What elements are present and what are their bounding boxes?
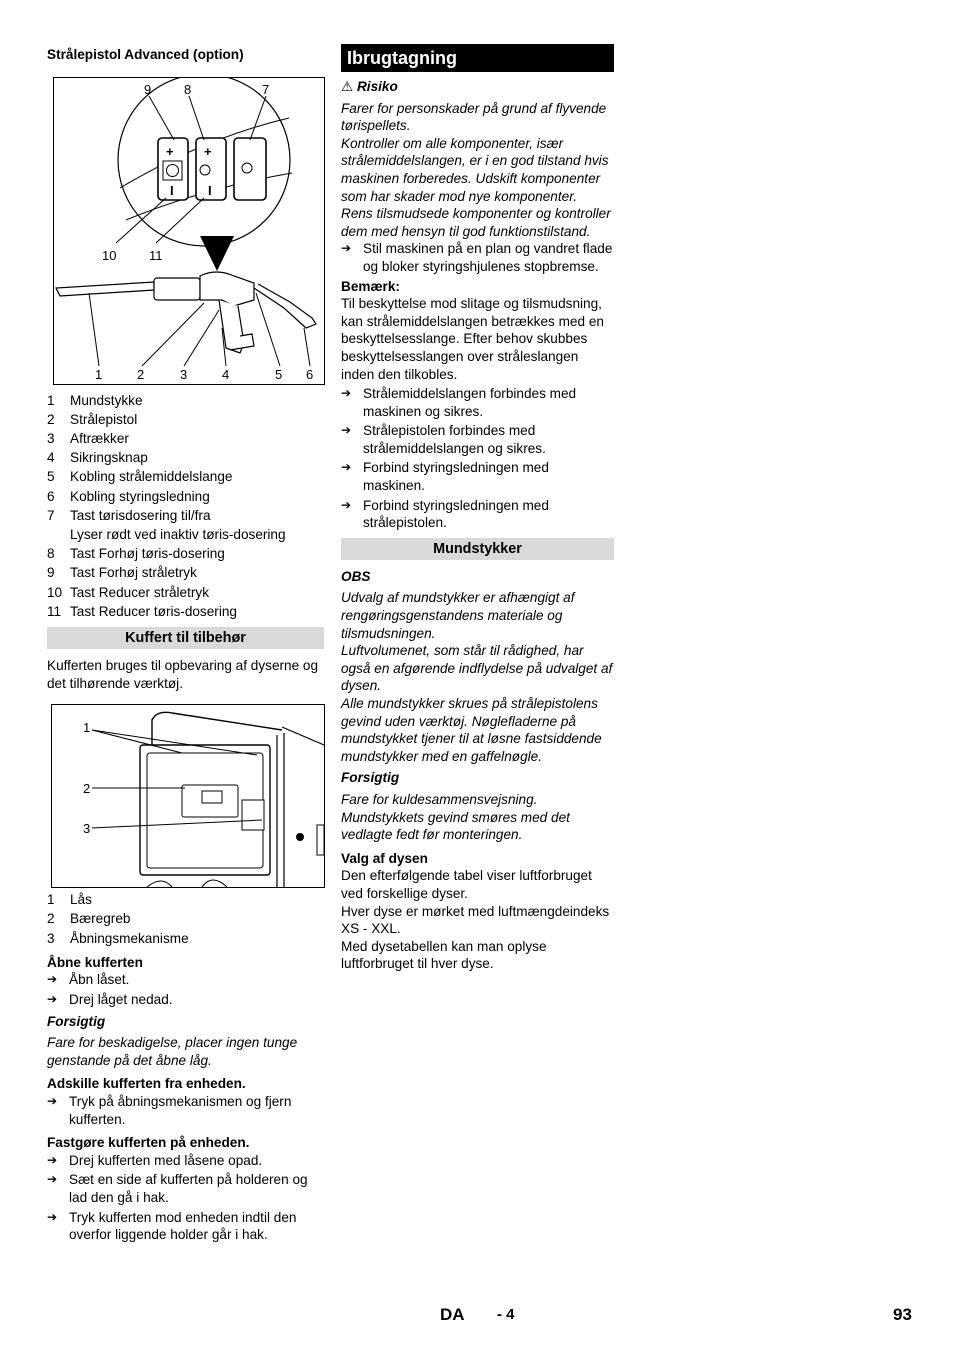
list-item: 2 Strålepistol <box>47 411 138 427</box>
case-label-1: 1 <box>83 720 91 736</box>
arrow-right-icon: ➔ <box>47 1209 58 1224</box>
page-number: 93 <box>893 1305 912 1324</box>
left-column <box>47 44 324 1246</box>
fig-label-1: 1 <box>95 366 103 382</box>
step-item: ➔ Åbn låset. <box>47 972 130 988</box>
open-steps <box>47 971 324 1008</box>
list-item: 7 Tast tørisdosering til/fra <box>47 507 211 523</box>
pistol-title: Strålepistol Advanced (option) <box>47 47 244 62</box>
detach-steps <box>47 1093 324 1128</box>
step-item: ➔ Drej låget nedad. <box>47 992 173 1008</box>
step-item: ➔ Forbind styringsledningen med maskinen. <box>341 460 549 494</box>
step-item: ➔ Sæt en side af kufferten på holderen og lad den gå i hak. <box>47 1172 308 1205</box>
arrow-right-icon: ➔ <box>341 386 352 401</box>
arrow-right-icon: ➔ <box>47 992 58 1007</box>
page-title: Ibrugtagning <box>341 44 614 72</box>
select-title: Valg af dysen <box>341 850 428 866</box>
case-intro: Kufferten bruges til opbevaring af dyserne og det tilhørende værktøj. <box>47 658 319 691</box>
list-item: 9 Tast Forhøj stråletryk <box>47 565 197 581</box>
pistol-legend <box>47 391 324 621</box>
fig-label-11: 11 <box>149 247 163 263</box>
section-heading-case: Kuffert til tilbehør <box>47 627 324 649</box>
svg-text:I: I <box>170 182 174 198</box>
list-item: 3 Aftrækker <box>47 431 129 446</box>
case-figure <box>51 704 325 888</box>
case-label-3: 3 <box>83 821 91 837</box>
svg-text:I: I <box>208 182 212 198</box>
step-item: ➔ Drej kufferten med låsene opad. <box>47 1152 263 1168</box>
case-legend <box>47 890 324 948</box>
select-text: Den efterfølgende tabel viser luftforbruget ved forskellige dyser. Hver dyse er mørket med luftmængdeindeks XS - XXL. Med dysetabellen kan man oplyse luftforbruget til hver dyse. <box>341 868 610 972</box>
obs-label: OBS <box>341 568 371 584</box>
step-item: ➔ Stil maskinen på en plan og vandret flade og bloker styringshjulenes stopbremse. <box>341 241 613 274</box>
risk-heading <box>341 78 614 96</box>
language-code: DA <box>440 1305 465 1324</box>
arrow-right-icon: ➔ <box>47 1152 58 1167</box>
list-item: 8 Tast Forhøj tøris-dosering <box>47 546 225 562</box>
section-page-number: - 4 <box>497 1306 515 1323</box>
step-item: ➔ Forbind styringsledningen med strålepistolen. <box>341 497 549 531</box>
step-item: ➔ Strålepistolen forbindes med strålemiddelslangen og sikres. <box>341 423 546 456</box>
risk-label: Risiko <box>356 79 398 94</box>
detach-title: Adskille kufferten fra enheden. <box>47 1076 246 1092</box>
warning-icon: ⚠ <box>341 79 354 94</box>
caution-label: Forsigtig <box>47 1013 106 1029</box>
step-item: ➔ Tryk kufferten mod enheden indtil den overfor liggende holder går i hak. <box>47 1209 297 1243</box>
fig-label-5: 5 <box>275 366 283 382</box>
list-item: 10 Tast Reducer stråletryk <box>47 584 210 600</box>
case-illustration <box>52 705 324 887</box>
step-item: ➔ Strålemiddelslangen forbindes med maskinen og sikres. <box>341 386 577 419</box>
open-title: Åbne kufferten <box>47 954 143 970</box>
list-item: Lyser rødt ved inaktiv tøris-dosering <box>70 527 286 543</box>
list-item: 5 Kobling strålemiddelslange <box>47 469 233 485</box>
fig-label-10: 10 <box>102 247 117 263</box>
attach-title: Fastgøre kufferten på enheden. <box>47 1135 250 1151</box>
fig-label-3: 3 <box>180 366 188 382</box>
section-heading-nozzles: Mundstykker <box>341 538 614 560</box>
arrow-right-icon: ➔ <box>341 460 352 475</box>
arrow-right-icon: ➔ <box>341 497 352 512</box>
fig-label-4: 4 <box>222 366 230 382</box>
note-label: Bemærk: <box>341 278 400 294</box>
list-item: 6 Kobling styringsledning <box>47 488 210 504</box>
fig-label-6: 6 <box>306 366 314 382</box>
setup-steps <box>341 240 614 275</box>
step-item: ➔ Tryk på åbningsmekanismen og fjern kufferten. <box>47 1093 292 1127</box>
right-column <box>341 44 614 973</box>
pistol-figure <box>53 77 325 385</box>
case-label-2: 2 <box>83 781 91 797</box>
arrow-right-icon: ➔ <box>47 1172 58 1187</box>
arrow-right-icon: ➔ <box>47 1093 58 1108</box>
arrow-right-icon: ➔ <box>47 972 58 987</box>
attach-steps <box>47 1152 324 1244</box>
connect-steps <box>341 385 614 532</box>
caution-text-right: Fare for kuldesammensvejsning. Mundstykkets gevind smøres med det vedlagte fedt før monteringen. <box>341 791 570 843</box>
caution-label-right: Forsigtig <box>341 770 400 786</box>
risk-text: Farer for personskader på grund af flyvende tørispellets. Kontroller om alle komponenter, især strålemiddelslangen, er i en god tilstand hvis maskinen forberedes. Udskift komponenter som har skader mod nye komponenter. Rens tilsmudsede komponenter og kontroller dem med hensyn til god funktionstilstand. <box>341 100 611 239</box>
svg-text:+: + <box>204 143 212 159</box>
pistol-illustration <box>54 78 324 384</box>
arrow-right-icon: ➔ <box>341 423 352 438</box>
note-text: Til beskyttelse mod slitage og tilsmudsning, kan strålemiddelslangen betrækkes med en beskyttelsesslange. Efter behov skubbes beskyttelsesslangen over stråleslangen inden den tilkobles. <box>341 296 604 382</box>
list-item: 1 Lås <box>47 892 92 908</box>
page-footer <box>0 1306 954 1330</box>
svg-text:+: + <box>166 143 174 159</box>
list-item: 11 Tast Reducer tøris-dosering <box>47 603 237 619</box>
obs-text: Udvalg af mundstykker er afhængigt af rengøringsgenstandens materiale og tilsmudsningen. Luftvolumenet, som står til rådighed, har også en afgørende indflydelse på udvalget af dysen. Alle mundstykker skrues på strålepistolens gevind uden værktøj. Nøglefladerne på mundstykket tjener til at løsne fastsiddende mundstykker med en gaffelnøgle. <box>341 590 613 764</box>
list-item: 1 Mundstykke <box>47 392 143 408</box>
fig-label-2: 2 <box>137 366 145 382</box>
caution-text: Fare for beskadigelse, placer ingen tunge genstande på det åbne låg. <box>47 1035 298 1068</box>
list-item: 2 Bæregreb <box>47 911 131 927</box>
list-item: 4 Sikringsknap <box>47 450 148 466</box>
arrow-right-icon: ➔ <box>341 241 352 256</box>
fig-label-9: 9 <box>144 81 152 97</box>
list-item: 3 Åbningsmekanisme <box>47 930 189 946</box>
fig-label-7: 7 <box>262 81 270 97</box>
fig-label-8: 8 <box>184 81 192 97</box>
